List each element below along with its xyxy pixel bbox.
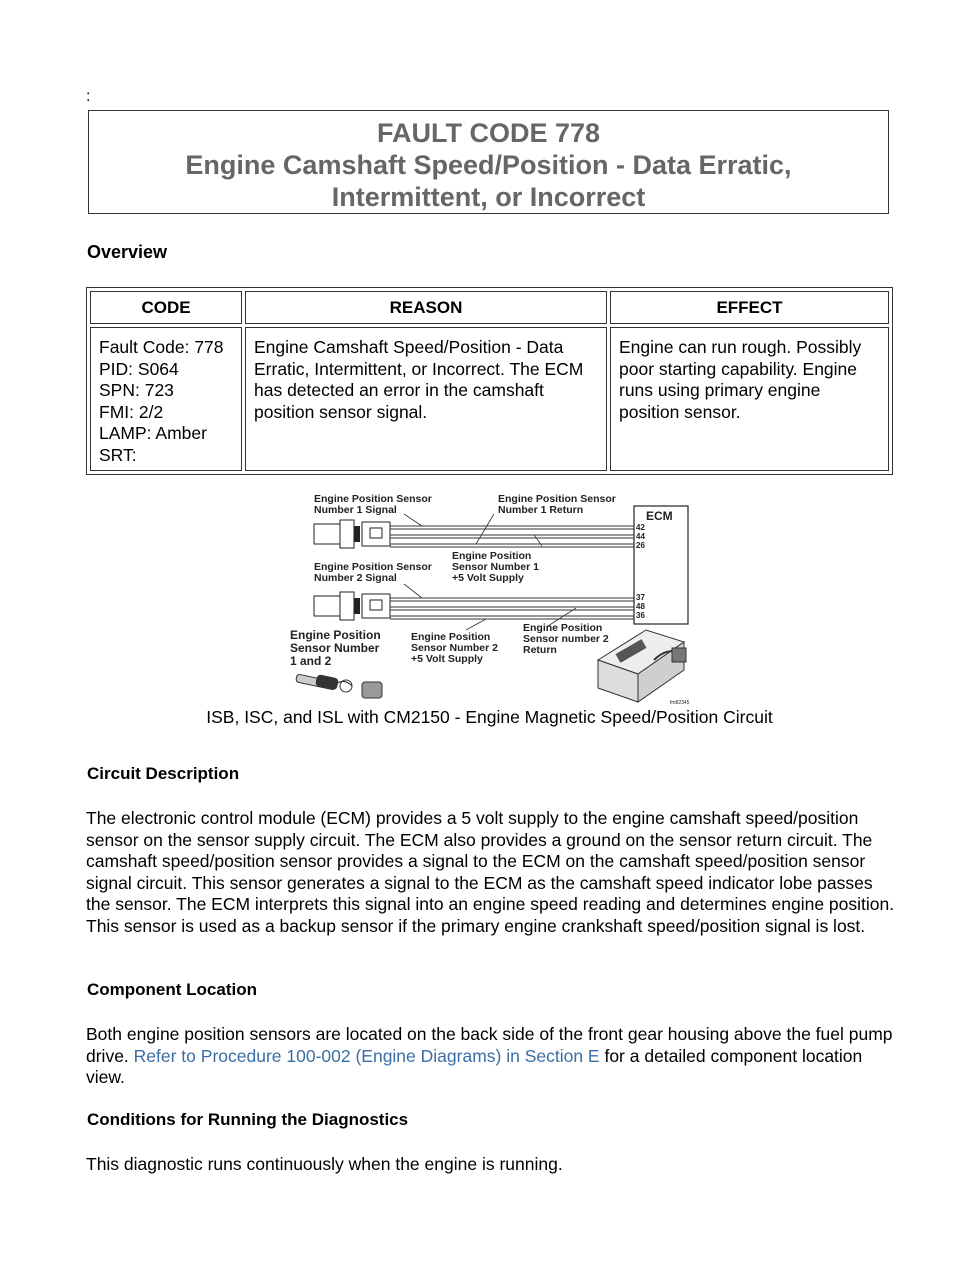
component-location-heading: Component Location xyxy=(87,980,257,999)
label-sensor2-signal-b: Number 2 Signal xyxy=(314,572,397,584)
reason-cell: Engine Camshaft Speed/Position - Data Erratic, Intermittent, or Incorrect. The ECM has detected an error in the camshaft position sensor signal. xyxy=(245,327,607,471)
label-supply2-b: Sensor Number 2 xyxy=(411,642,498,654)
label-sensor1-return-b: Number 1 Return xyxy=(498,504,584,516)
figure-caption: ISB, ISC, and ISL with CM2150 - Engine Magnetic Speed/Position Circuit xyxy=(206,707,773,727)
column-header-code: CODE xyxy=(90,291,242,324)
figure-id: fm82345 xyxy=(670,700,690,706)
fault-code-table xyxy=(86,287,893,475)
lamp-value: LAMP: Amber xyxy=(99,423,207,443)
conditions-heading: Conditions for Running the Diagnostics xyxy=(87,1110,409,1129)
sensor-2-wires xyxy=(390,598,634,619)
component-location-text xyxy=(86,1024,896,1089)
ecm-pin-44: 44 xyxy=(636,532,645,541)
srt-value: SRT: xyxy=(99,444,137,465)
label-sensors-c: 1 and 2 xyxy=(290,654,332,668)
code-cell xyxy=(90,327,242,471)
fault-code-value: Fault Code: 778 xyxy=(99,337,224,357)
page-marker: : xyxy=(86,88,91,105)
label-return2-a: Engine Position xyxy=(523,622,603,634)
effect-cell: Engine can run rough. Possibly poor starting capability. Engine runs using primary engine position sensor. xyxy=(610,327,889,471)
circuit-description-text: The electronic control module (ECM) provides a 5 volt supply to the engine camshaft speed/position sensor on the sensor supply circuit. The ECM also provides a ground on the sensor return circuit. The camshaft speed/position sensor provides a signal to the ECM on the camshaft speed/position sensor signal circuit. This sensor generates a signal to the ECM as the camshaft speed indicator lobe passes the sensor. The ECM interprets this signal into an engine speed reading and determines engine position. This sensor is used as a backup sensor if the primary engine crankshaft speed/position signal is lost. xyxy=(86,808,895,936)
label-sensor1-signal-b: Number 1 Signal xyxy=(314,504,397,516)
ecm-module-illustration xyxy=(598,630,686,702)
label-supply2-a: Engine Position xyxy=(411,631,491,643)
ecm-pin-42: 42 xyxy=(636,523,645,532)
label-sensors-b: Sensor Number xyxy=(290,641,380,655)
ecm-label: ECM xyxy=(646,509,673,523)
label-sensor1-signal-a: Engine Position Sensor xyxy=(314,493,432,505)
sensor-2-connector xyxy=(314,592,390,620)
fmi-value: FMI: 2/2 xyxy=(99,401,164,422)
column-header-reason: REASON xyxy=(245,291,607,324)
sensor-illustration xyxy=(296,674,382,698)
circuit-diagram xyxy=(286,488,698,706)
overview-heading: Overview xyxy=(87,242,168,262)
fault-code-title: FAULT CODE 778 xyxy=(376,118,601,148)
fault-title-box xyxy=(88,110,889,214)
component-location-text-end: for a detailed component location view. xyxy=(86,1045,863,1087)
label-return2-c: Return xyxy=(523,644,557,656)
fault-title-line-2: Engine Camshaft Speed/Position - Data Erratic, xyxy=(185,150,792,180)
conditions-text: This diagnostic runs continuously when the engine is running. xyxy=(86,1154,563,1174)
table-header-row xyxy=(90,291,889,324)
label-sensor2-signal-a: Engine Position Sensor xyxy=(314,561,432,573)
table-row xyxy=(90,327,889,471)
sensor-1-wires xyxy=(390,526,634,547)
sensor-1-connector xyxy=(314,520,390,548)
component-location-text-start: Both engine position sensors are located on the back side of the front gear housing above the fuel pump drive. xyxy=(86,1024,893,1066)
label-sensor1-return-a: Engine Position Sensor xyxy=(498,493,616,505)
label-supply2-c: +5 Volt Supply xyxy=(411,653,483,665)
pid-value: PID: S064 xyxy=(99,358,179,379)
ecm-pin-37: 37 xyxy=(636,593,645,602)
ecm-pin-48: 48 xyxy=(636,602,645,611)
procedure-link[interactable]: Refer to Procedure 100-002 (Engine Diagrams) in Section E xyxy=(133,1045,600,1066)
ecm-pin-36: 36 xyxy=(636,611,645,620)
label-supply1-b: Sensor Number 1 xyxy=(452,561,539,573)
fault-title-line-3: Intermittent, or Incorrect xyxy=(331,182,646,212)
spn-value: SPN: 723 xyxy=(99,380,174,400)
circuit-description-heading: Circuit Description xyxy=(87,764,240,783)
column-header-effect: EFFECT xyxy=(610,291,889,324)
label-sensors-a: Engine Position xyxy=(290,628,381,642)
label-return2-b: Sensor number 2 xyxy=(523,633,609,645)
label-supply1-a: Engine Position xyxy=(452,550,532,562)
ecm-pin-26: 26 xyxy=(636,541,645,550)
label-supply1-c: +5 Volt Supply xyxy=(452,572,524,584)
